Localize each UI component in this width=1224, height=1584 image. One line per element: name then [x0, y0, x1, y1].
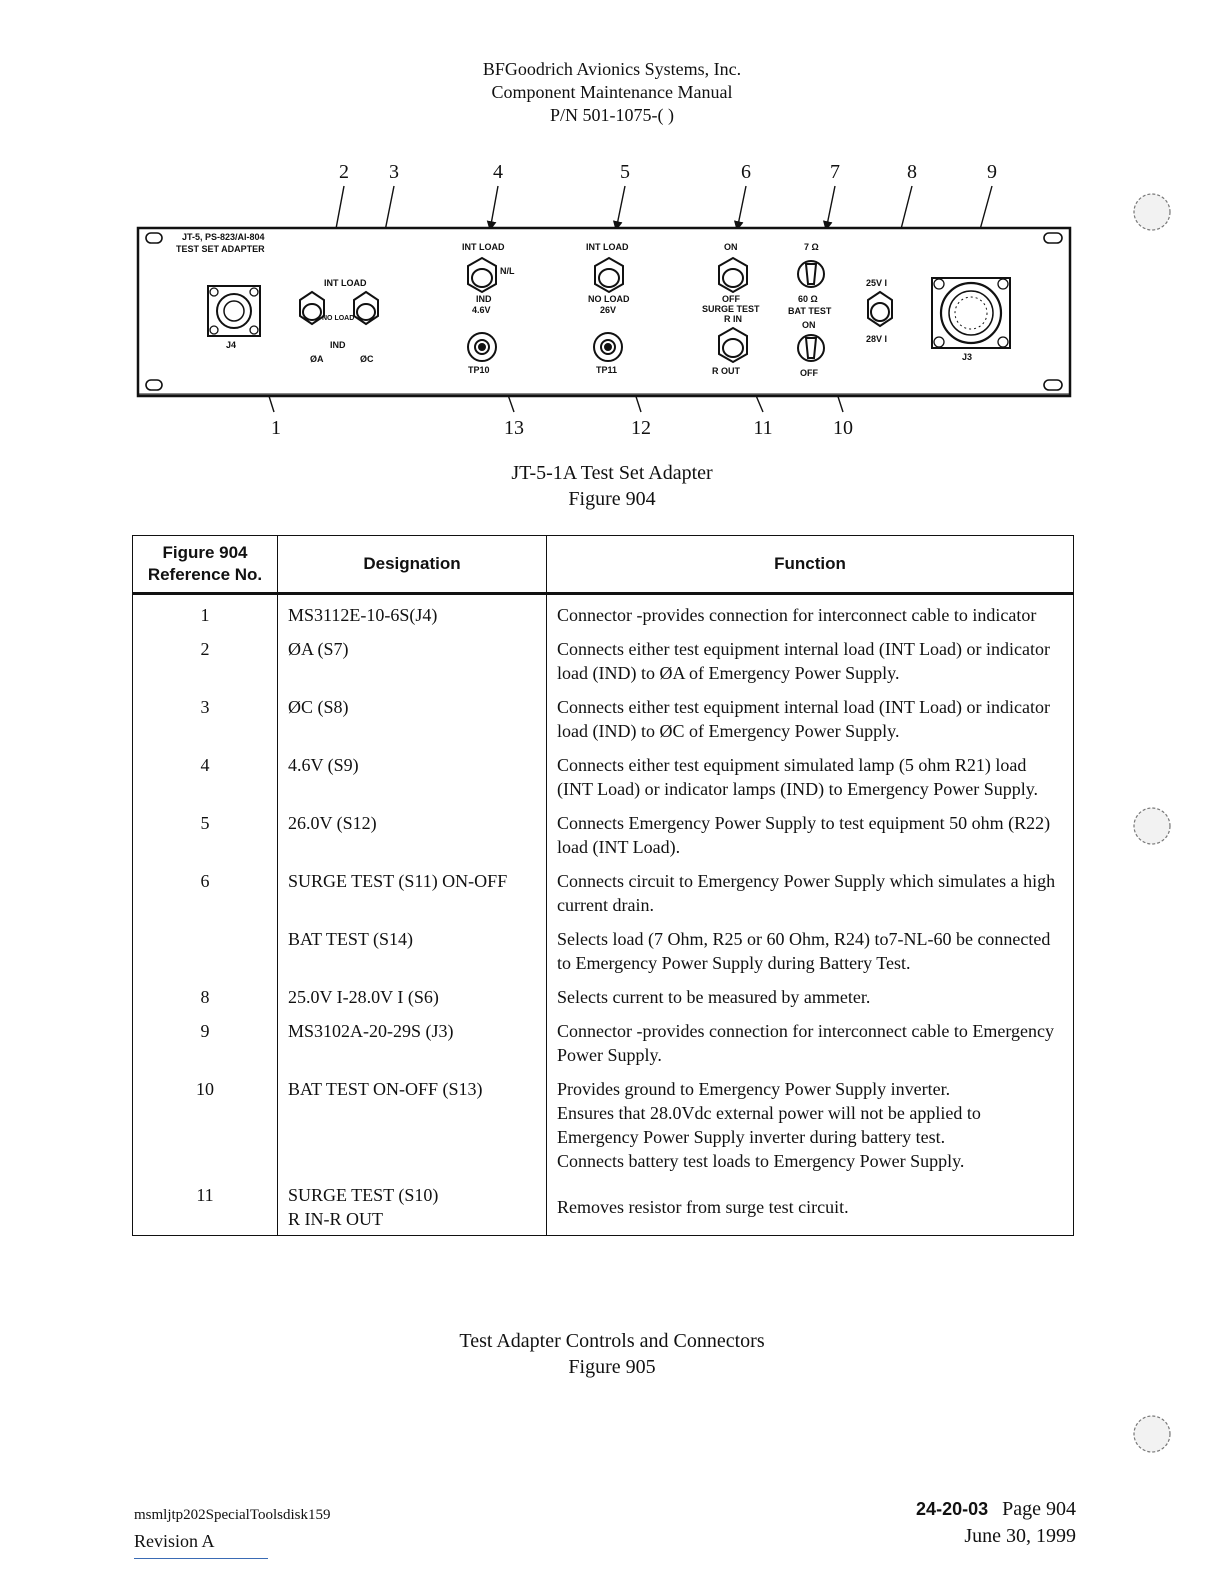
- footer-left: [134, 1502, 330, 1554]
- label-bat-test: BAT TEST: [788, 306, 832, 316]
- s14-toggle: [798, 261, 824, 287]
- s9-toggle: [468, 258, 496, 292]
- label-off-6: OFF: [722, 294, 740, 304]
- binder-hole-icon: [1124, 1408, 1176, 1456]
- figure-905-caption: [0, 1328, 1224, 1380]
- cell-designation: ØC (S8): [278, 689, 547, 747]
- table-row: [133, 1177, 1074, 1236]
- label-r-in: R IN: [724, 314, 742, 324]
- cell-function: Removes resistor from surge test circuit.: [547, 1177, 1074, 1236]
- label-7-ohm: 7 Ω: [804, 242, 819, 252]
- j4-connector: [208, 286, 260, 336]
- label-r-out: R OUT: [712, 366, 740, 376]
- cell-ref: 10: [133, 1071, 278, 1177]
- footer-revision: Revision A: [134, 1531, 215, 1551]
- cell-ref: 2: [133, 631, 278, 689]
- table-row: [133, 689, 1074, 747]
- label-ind-4: IND: [476, 294, 492, 304]
- table-row: [133, 863, 1074, 921]
- s11-toggle: [719, 258, 747, 292]
- label-int-load-5: INT LOAD: [586, 242, 629, 252]
- label-j3: J3: [962, 352, 973, 362]
- figure-905-title: Test Adapter Controls and Connectors: [459, 1330, 765, 1352]
- table-row: [133, 805, 1074, 863]
- label-ind-group: IND: [330, 340, 346, 350]
- table-row: [133, 921, 1074, 979]
- controls-connectors-table: [132, 535, 1074, 1236]
- binder-hole-icon: [1124, 186, 1176, 234]
- cell-designation: SURGE TEST (S10) R IN-R OUT: [278, 1177, 547, 1236]
- label-j4: J4: [226, 340, 237, 350]
- label-int-load-group: INT LOAD: [324, 278, 367, 288]
- tp11-jack: [594, 333, 622, 361]
- label-4-6v: 4.6V: [472, 305, 491, 315]
- label-nl: N/L: [500, 266, 515, 276]
- label-60-ohm: 60 Ω: [798, 294, 818, 304]
- company-name: BFGoodrich Avionics Systems, Inc.: [482, 59, 742, 79]
- label-surge-test: SURGE TEST: [702, 304, 760, 314]
- cell-designation: BAT TEST (S14): [278, 921, 547, 979]
- footer-chapter: 24-20-03: [916, 1499, 989, 1519]
- footer-file: msmljtp202SpecialToolsdisk159: [134, 1507, 331, 1523]
- callout-2: 2: [339, 161, 349, 183]
- cell-designation: 25.0V I-28.0V I (S6): [278, 979, 547, 1013]
- cell-designation: ØA (S7): [278, 631, 547, 689]
- header-reference-no: [133, 536, 278, 594]
- label-phase-a: ØA: [310, 354, 324, 364]
- cell-ref: 8: [133, 979, 278, 1013]
- cell-ref: 9: [133, 1013, 278, 1071]
- table-row: [133, 979, 1074, 1013]
- cell-function: Selects current to be measured by ammeter.: [547, 979, 1074, 1013]
- figure-904-number: Figure 904: [568, 488, 656, 510]
- header-function: Function: [547, 536, 1074, 594]
- label-26v: 26V: [600, 305, 617, 315]
- callout-5: 5: [620, 161, 630, 183]
- cell-function: Connector -provides connection for interconnect cable to indicator: [547, 594, 1074, 632]
- s12-toggle: [595, 258, 623, 292]
- callout-8: 8: [907, 161, 917, 183]
- label-tp10: TP10: [468, 365, 490, 375]
- s13-toggle: [798, 335, 824, 361]
- cell-ref: 6: [133, 863, 278, 921]
- callout-4: 4: [493, 161, 503, 183]
- callout-11: 11: [753, 417, 773, 439]
- callout-13: 13: [504, 417, 524, 439]
- callout-7: 7: [830, 161, 840, 183]
- cell-designation: MS3112E-10-6S(J4): [278, 594, 547, 632]
- cell-function: Connects Emergency Power Supply to test equipment 50 ohm (R22) load (INT Load).: [547, 805, 1074, 863]
- footer-page: Page 904: [1002, 1498, 1076, 1520]
- s10-toggle: [719, 328, 747, 362]
- binder-hole-icon: [1124, 800, 1176, 848]
- label-25v-i: 25V I: [866, 278, 888, 288]
- cell-designation: 26.0V (S12): [278, 805, 547, 863]
- label-on-10: ON: [802, 320, 816, 330]
- cell-function: Connects either test equipment internal load (INT Load) or indicator load (IND) to ØC of Emergency Power Supply.: [547, 689, 1074, 747]
- label-tp11: TP11: [596, 365, 618, 375]
- tp10-jack: [468, 333, 496, 361]
- page-header: [0, 58, 1224, 127]
- figure-904-title: JT-5-1A Test Set Adapter: [511, 462, 713, 484]
- figure-905-number: Figure 905: [568, 1356, 656, 1378]
- part-number: P/N 501-1075-( ): [550, 105, 674, 125]
- manual-title: Component Maintenance Manual: [491, 82, 733, 102]
- footer-right: [916, 1496, 1076, 1550]
- table-row: [133, 594, 1074, 632]
- footer-date: June 30, 1999: [964, 1525, 1076, 1547]
- table-row: [133, 747, 1074, 805]
- cell-function: Connects circuit to Emergency Power Supply which simulates a high current drain.: [547, 863, 1074, 921]
- header-designation: Designation: [278, 536, 547, 594]
- label-int-load-4: INT LOAD: [462, 242, 505, 252]
- callout-1: 1: [271, 417, 281, 439]
- cell-function: Provides ground to Emergency Power Supply inverter. Ensures that 28.0Vdc external power will not be applied to Emergency Power Supply inverter during battery test. Connects battery test loads to Emergency Power Supply.: [547, 1071, 1074, 1177]
- table-row: [133, 631, 1074, 689]
- header-ref-line1: Figure 904: [162, 543, 248, 562]
- panel-title-line2: TEST SET ADAPTER: [176, 244, 265, 254]
- cell-ref: 11: [133, 1177, 278, 1236]
- cell-ref: 5: [133, 805, 278, 863]
- cell-ref: [133, 921, 278, 979]
- table-row: [133, 1013, 1074, 1071]
- panel-title-line1: JT-5, PS-823/AI-804: [182, 232, 265, 242]
- cell-ref: 4: [133, 747, 278, 805]
- label-no-load-5: NO LOAD: [588, 294, 630, 304]
- cell-function: Connects either test equipment simulated lamp (5 ohm R21) load (INT Load) or indicator lamps (IND) to Emergency Power Supply.: [547, 747, 1074, 805]
- header-ref-line2: Reference No.: [147, 565, 263, 584]
- callout-6: 6: [741, 161, 751, 183]
- label-off-10: OFF: [800, 368, 818, 378]
- cell-function: Connects either test equipment internal load (INT Load) or indicator load (IND) to ØA of Emergency Power Supply.: [547, 631, 1074, 689]
- cell-function: Connector -provides connection for interconnect cable to Emergency Power Supply.: [547, 1013, 1074, 1071]
- cell-ref: 3: [133, 689, 278, 747]
- callout-12: 12: [631, 417, 651, 439]
- callout-10: 10: [833, 417, 853, 439]
- j3-connector: [932, 278, 1010, 348]
- cell-ref: 1: [133, 594, 278, 632]
- callout-3: 3: [389, 161, 399, 183]
- cell-designation: BAT TEST ON-OFF (S13): [278, 1071, 547, 1177]
- table-header-row: [133, 536, 1074, 594]
- label-no-load: NO LOAD: [322, 315, 355, 322]
- label-28v-i: 28V I: [866, 334, 888, 344]
- s6-toggle: [868, 292, 892, 326]
- cell-designation: SURGE TEST (S11) ON-OFF: [278, 863, 547, 921]
- label-on-6: ON: [724, 242, 738, 252]
- callout-9: 9: [987, 161, 997, 183]
- figure-904-caption: [0, 460, 1224, 512]
- test-set-adapter-diagram: [134, 150, 1074, 450]
- label-phase-c: ØC: [360, 354, 374, 364]
- cell-function: Selects load (7 Ohm, R25 or 60 Ohm, R24) to7-NL-60 be connected to Emergency Power Supply during Battery Test.: [547, 921, 1074, 979]
- cell-designation: MS3102A-20-29S (J3): [278, 1013, 547, 1071]
- cell-designation: 4.6V (S9): [278, 747, 547, 805]
- table-row: [133, 1071, 1074, 1177]
- footer-rule: [134, 1558, 268, 1559]
